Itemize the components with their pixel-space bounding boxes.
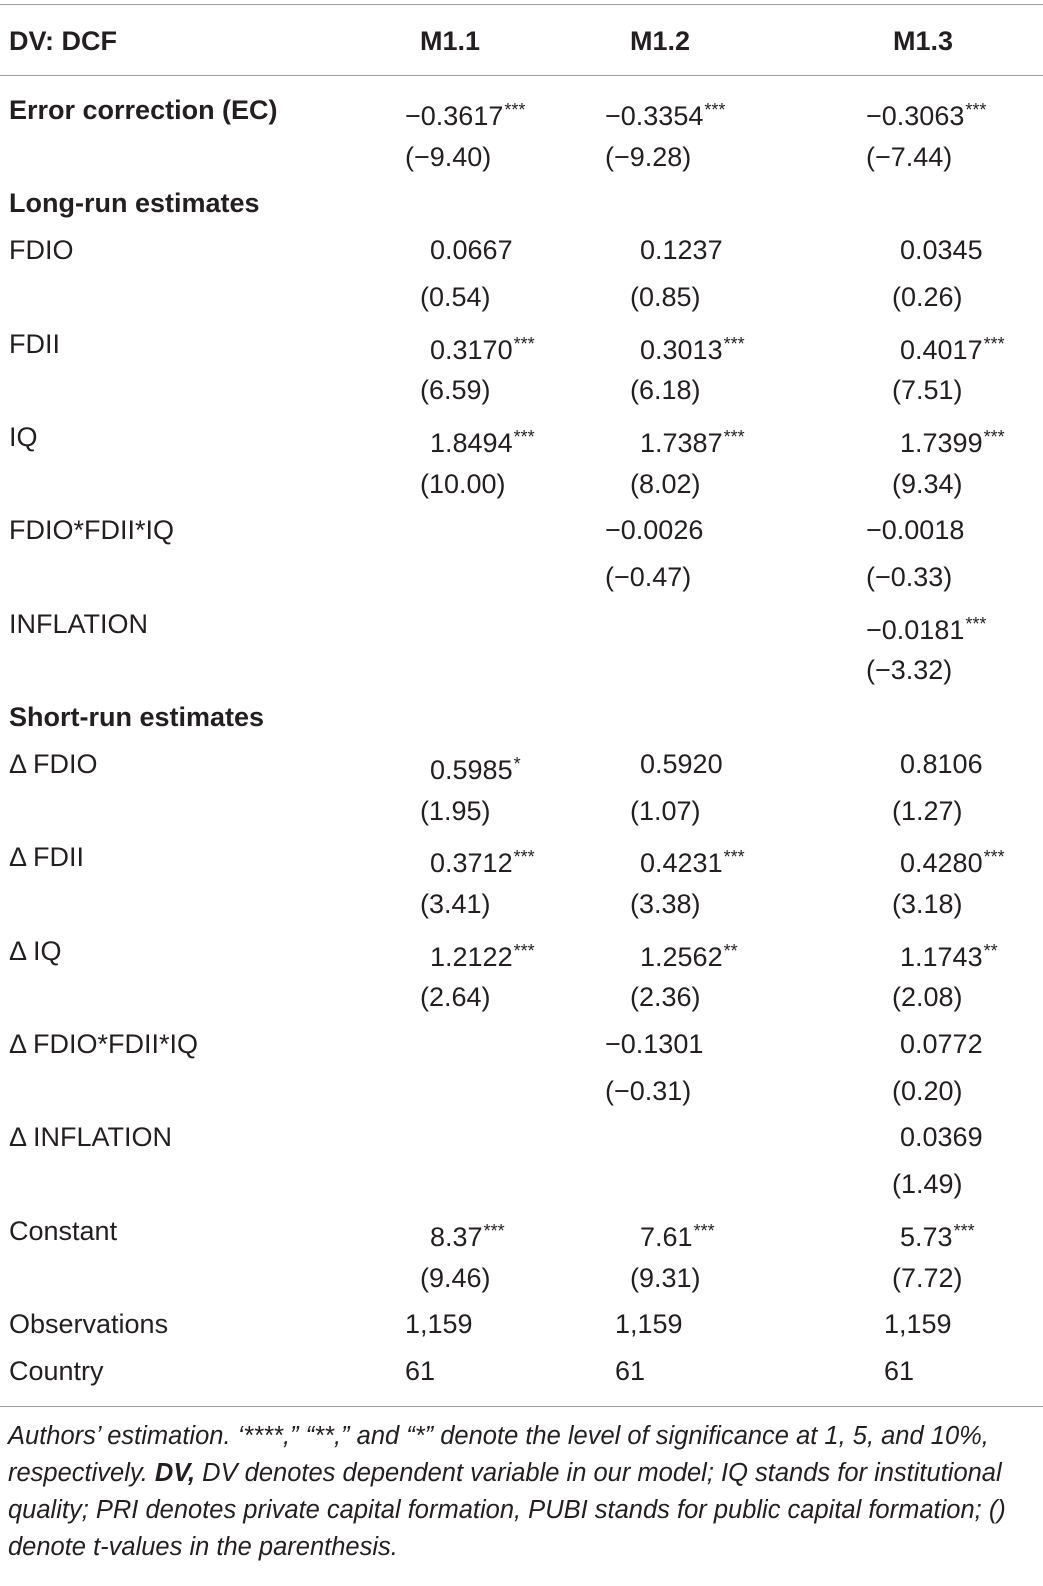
row-label: FDII — [9, 328, 60, 359]
tvalue-cell: (−0.33) — [866, 562, 953, 592]
row-label: Constant — [9, 1215, 118, 1246]
coefficient-cell: −0.0181*** — [866, 613, 987, 645]
tvalue-cell: (2.64) — [420, 982, 491, 1013]
tvalue-cell: (7.72) — [892, 1262, 963, 1293]
tvalue-row — [0, 647, 1043, 693]
table-row — [0, 1301, 1043, 1347]
coefficient-cell: 1.7387*** — [640, 426, 745, 458]
coefficient-cell: 0.4231*** — [640, 847, 745, 879]
coefficient-cell: 0.3170*** — [430, 333, 535, 365]
significance-stars: *** — [513, 426, 535, 447]
table-row — [0, 601, 1043, 647]
coefficient-cell: 61 — [884, 1355, 915, 1386]
significance-stars: *** — [965, 100, 987, 120]
row-label: Δ FDIO*FDII*IQ — [9, 1029, 199, 1059]
table-row — [0, 741, 1043, 787]
tvalue-row — [0, 461, 1043, 507]
footnote-text-1: Authors’ estimation. ‘****,” “**,” and “*” denote the level of significance at 1, 5, and 10%, respectively. — [8, 1422, 989, 1487]
coefficient-cell: 1.1743** — [900, 940, 998, 972]
coefficient-cell: 7.61*** — [640, 1220, 715, 1252]
significance-stars: *** — [983, 426, 1005, 447]
coefficient-cell: 1.8494*** — [430, 426, 535, 458]
tvalue-cell: (2.36) — [630, 982, 701, 1013]
tvalue-row — [0, 1161, 1043, 1207]
tvalue-cell: (3.41) — [420, 888, 491, 919]
tvalue-cell: (9.31) — [630, 1262, 701, 1293]
tvalue-row — [0, 1068, 1043, 1114]
significance-stars: *** — [513, 940, 535, 961]
tvalue-cell: (0.54) — [420, 281, 491, 312]
tvalue-cell: (0.26) — [892, 281, 963, 312]
footnote-bold: DV, — [154, 1459, 196, 1487]
coefficient-cell: 1,159 — [405, 1309, 473, 1340]
coefficient-cell: −0.3063*** — [866, 100, 987, 131]
table-row — [0, 1114, 1043, 1160]
tvalue-cell: (7.51) — [892, 375, 963, 406]
row-label: Country — [9, 1355, 104, 1386]
table-row — [0, 87, 1043, 133]
tvalue-cell: (0.85) — [630, 281, 701, 312]
row-label: IQ — [9, 421, 38, 452]
tvalue-cell: (9.34) — [892, 468, 963, 499]
significance-stars: *** — [483, 1220, 505, 1241]
significance-stars: *** — [513, 847, 535, 868]
tvalue-cell: (−0.47) — [605, 562, 692, 592]
significance-stars: ** — [723, 940, 738, 961]
coefficient-cell: 0.5920 — [640, 748, 723, 779]
coefficient-cell: −0.0018 — [866, 515, 965, 546]
coefficient-cell: 0.5985* — [430, 753, 521, 785]
model-header-3: M1.3 — [893, 26, 954, 56]
significance-stars: *** — [965, 613, 987, 634]
significance-stars: *** — [723, 426, 745, 447]
tvalue-row — [0, 367, 1043, 413]
tvalue-cell: (3.18) — [892, 888, 963, 919]
coefficient-cell: 0.0345 — [900, 235, 983, 266]
row-label: Δ FDIO — [9, 748, 98, 779]
coefficient-cell: 61 — [405, 1355, 436, 1386]
coefficient-cell: 5.73*** — [900, 1220, 975, 1252]
bottom-rule — [0, 1406, 1043, 1407]
tvalue-row — [0, 134, 1043, 180]
row-label: Observations — [9, 1309, 169, 1340]
coefficient-cell: 0.0772 — [900, 1029, 983, 1059]
significance-stars: *** — [723, 847, 745, 868]
tvalue-cell: (6.59) — [420, 375, 491, 406]
coefficient-cell: −0.3354*** — [605, 100, 726, 131]
tvalue-cell: (0.20) — [892, 1075, 963, 1106]
coefficient-cell: 0.8106 — [900, 748, 983, 779]
row-label: FDIO*FDII*IQ — [9, 515, 175, 546]
significance-stars: *** — [723, 333, 745, 354]
coefficient-cell: 0.3013*** — [640, 333, 745, 365]
row-label: Long-run estimates — [9, 188, 260, 219]
coefficient-cell: −0.1301 — [605, 1029, 704, 1059]
coefficient-cell: 1,159 — [884, 1309, 952, 1340]
coefficient-cell: 1.2122*** — [430, 940, 535, 972]
row-label: Δ FDII — [9, 842, 85, 873]
significance-stars: *** — [513, 333, 535, 354]
table-row — [0, 1348, 1043, 1394]
coefficient-cell: 1.2562** — [640, 940, 738, 972]
tvalue-cell: (1.27) — [892, 795, 963, 826]
significance-stars: ** — [983, 940, 998, 961]
header-rule — [0, 75, 1043, 76]
significance-stars: *** — [953, 1220, 975, 1241]
tvalue-cell: (−9.40) — [405, 141, 492, 172]
tvalue-cell: (3.38) — [630, 888, 701, 919]
tvalue-cell: (−0.31) — [605, 1075, 692, 1106]
coefficient-cell: 1,159 — [615, 1309, 683, 1340]
coefficient-cell: 0.1237 — [640, 235, 723, 266]
table-row — [0, 834, 1043, 880]
coefficient-cell: −0.3617*** — [405, 100, 526, 131]
dv-header: DV: DCF — [9, 26, 117, 56]
coefficient-cell: 0.4017*** — [900, 333, 1005, 365]
tvalue-row — [0, 1255, 1043, 1301]
coefficient-cell: 1.7399*** — [900, 426, 1005, 458]
tvalue-cell: (−9.28) — [605, 141, 692, 172]
coefficient-cell: 0.4280*** — [900, 847, 1005, 879]
table-row — [0, 928, 1043, 974]
tvalue-row — [0, 274, 1043, 320]
significance-stars: *** — [504, 100, 526, 120]
table-row — [0, 227, 1043, 273]
significance-stars: *** — [704, 100, 726, 120]
significance-stars: * — [513, 753, 521, 774]
table-row — [0, 414, 1043, 460]
significance-stars: *** — [693, 1220, 715, 1241]
tvalue-cell: (1.49) — [892, 1169, 963, 1200]
row-label: Δ IQ — [9, 935, 62, 966]
tvalue-cell: (9.46) — [420, 1262, 491, 1293]
model-header-1: M1.1 — [420, 26, 481, 56]
row-label: FDIO — [9, 235, 74, 266]
coefficient-cell: 61 — [615, 1355, 646, 1386]
model-header-2: M1.2 — [630, 26, 691, 56]
table-row — [0, 507, 1043, 553]
header-row — [0, 18, 1043, 64]
row-label: Δ INFLATION — [9, 1122, 173, 1153]
table-row — [0, 321, 1043, 367]
significance-stars: *** — [983, 333, 1005, 354]
tvalue-cell: (1.95) — [420, 795, 491, 826]
table-footnote — [8, 1418, 1036, 1566]
tvalue-cell: (−3.32) — [866, 655, 953, 686]
tvalue-cell: (10.00) — [420, 468, 506, 499]
tvalue-cell: (2.08) — [892, 982, 963, 1013]
row-label: INFLATION — [9, 608, 149, 639]
top-rule — [0, 4, 1043, 5]
coefficient-cell: 0.0369 — [900, 1122, 983, 1153]
tvalue-row — [0, 554, 1043, 600]
coefficient-cell: 0.3712*** — [430, 847, 535, 879]
tvalue-row — [0, 974, 1043, 1020]
significance-stars: *** — [983, 847, 1005, 868]
table-row — [0, 1021, 1043, 1067]
coefficient-cell: 0.0667 — [430, 235, 513, 266]
coefficient-cell: −0.0026 — [605, 515, 704, 546]
footnote-text-2: DV denotes dependent variable in our model; IQ stands for institutional quality; PRI denotes private capital formation, PUBI stands for public capital formation; () denote t-values in the parenthesis. — [8, 1459, 1006, 1561]
tvalue-cell: (−7.44) — [866, 141, 953, 172]
tvalue-row — [0, 881, 1043, 927]
table-row — [0, 1208, 1043, 1254]
tvalue-cell: (8.02) — [630, 468, 701, 499]
section-heading — [0, 694, 1043, 740]
row-label: Error correction (EC) — [9, 95, 278, 125]
section-heading — [0, 180, 1043, 226]
row-label: Short-run estimates — [9, 702, 265, 733]
coefficient-cell: 8.37*** — [430, 1220, 505, 1252]
tvalue-cell: (1.07) — [630, 795, 701, 826]
tvalue-cell: (6.18) — [630, 375, 701, 406]
tvalue-row — [0, 788, 1043, 834]
